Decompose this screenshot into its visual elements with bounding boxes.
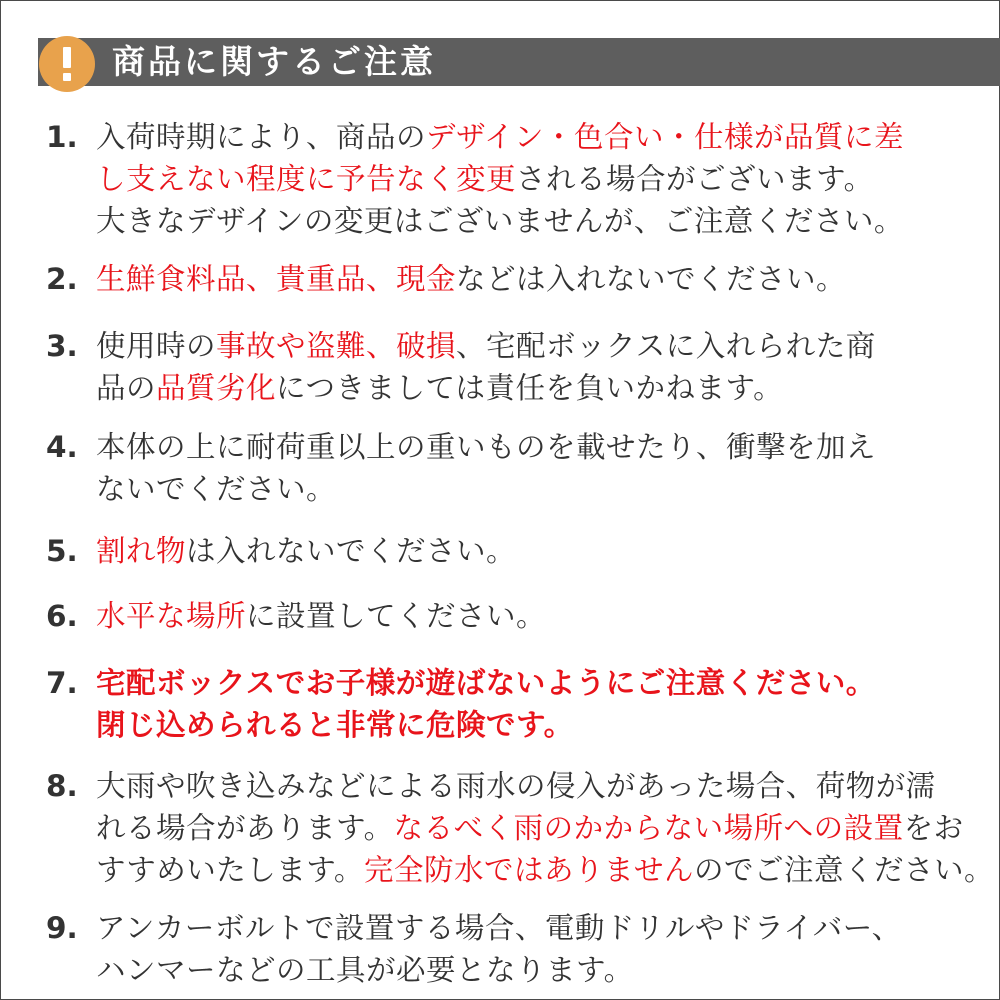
highlight-text: 水平な場所	[96, 599, 247, 633]
item-line	[96, 325, 876, 367]
item-line	[96, 949, 634, 991]
body-text: ないでください。	[96, 472, 337, 506]
highlight-text: し支えない程度に予告なく変更	[96, 162, 517, 196]
item-line	[96, 907, 902, 949]
body-text: 大雨や吹き込みなどによる雨水の侵入があった場合、荷物が濡	[96, 769, 936, 803]
notice-item	[46, 530, 966, 572]
body-text: される場合がございます。	[516, 162, 874, 196]
body-text: 使用時の	[96, 329, 217, 363]
item-line	[96, 468, 336, 510]
item-line	[96, 158, 874, 200]
item-number: 1.	[46, 120, 78, 154]
item-line	[96, 662, 876, 704]
body-text: 大きなデザインの変更はございませんが、ご注意ください。	[96, 204, 904, 238]
highlight-text: デザイン・色合い・仕様が品質に差	[426, 120, 904, 154]
item-line	[96, 807, 964, 849]
item-line	[96, 704, 574, 746]
highlight-text: 生鮮食料品、貴重品、現金	[96, 262, 457, 296]
notice-item	[46, 662, 966, 746]
item-line	[96, 426, 876, 468]
highlight-text: 閉じ込められると非常に危険です。	[96, 708, 574, 742]
body-text: ハンマーなどの工具が必要となります。	[96, 953, 634, 987]
notice-item	[46, 426, 966, 510]
highlight-text: 割れ物	[96, 534, 187, 568]
body-text: は入れないでください。	[186, 534, 517, 568]
item-line	[96, 367, 783, 409]
notice-item	[46, 595, 966, 637]
highlight-text: 事故や盗難、破損	[216, 329, 457, 363]
body-text: のでご注意ください。	[693, 853, 994, 887]
page-title: 商品に関するご注意	[112, 42, 436, 81]
item-line	[96, 116, 904, 158]
exclamation-icon	[39, 36, 95, 92]
item-number: 6.	[46, 599, 78, 633]
notice-item	[46, 325, 966, 409]
item-number: 7.	[46, 666, 78, 700]
item-line	[96, 595, 546, 637]
highlight-text: 完全防水ではありません	[363, 853, 694, 887]
item-number: 2.	[46, 262, 78, 296]
body-text: につきましては責任を負いかねます。	[276, 371, 784, 405]
item-line	[96, 530, 516, 572]
body-text: をお	[903, 811, 964, 845]
item-number: 3.	[46, 329, 78, 363]
notice-item	[46, 116, 966, 242]
body-text: 入荷時期により、商品の	[96, 120, 427, 154]
notice-item	[46, 907, 966, 991]
item-number: 9.	[46, 911, 78, 945]
highlight-text: なるべく雨のかからない場所への設置	[393, 811, 904, 845]
notice-item	[46, 258, 966, 300]
highlight-text: 品質劣化	[156, 371, 277, 405]
body-text: に設置してください。	[246, 599, 547, 633]
item-number: 8.	[46, 769, 78, 803]
body-text: アンカーボルトで設置する場合、電動ドリルやドライバー、	[96, 911, 902, 945]
item-line	[96, 258, 846, 300]
body-text: 本体の上に耐荷重以上の重いものを載せたり、衝撃を加え	[96, 430, 877, 464]
item-number: 5.	[46, 534, 78, 568]
item-number: 4.	[46, 430, 78, 464]
item-line	[96, 765, 936, 807]
body-text: れる場合があります。	[96, 811, 394, 845]
body-text: 、宅配ボックスに入れられた商	[456, 329, 876, 363]
item-line	[96, 200, 904, 242]
body-text: 品の	[96, 371, 157, 405]
notice-item	[46, 765, 994, 891]
body-text: などは入れないでください。	[456, 262, 847, 296]
item-line	[96, 849, 994, 891]
body-text: すすめいたします。	[96, 853, 364, 887]
highlight-text: 宅配ボックスでお子様が遊ばないようにご注意ください。	[96, 666, 876, 700]
